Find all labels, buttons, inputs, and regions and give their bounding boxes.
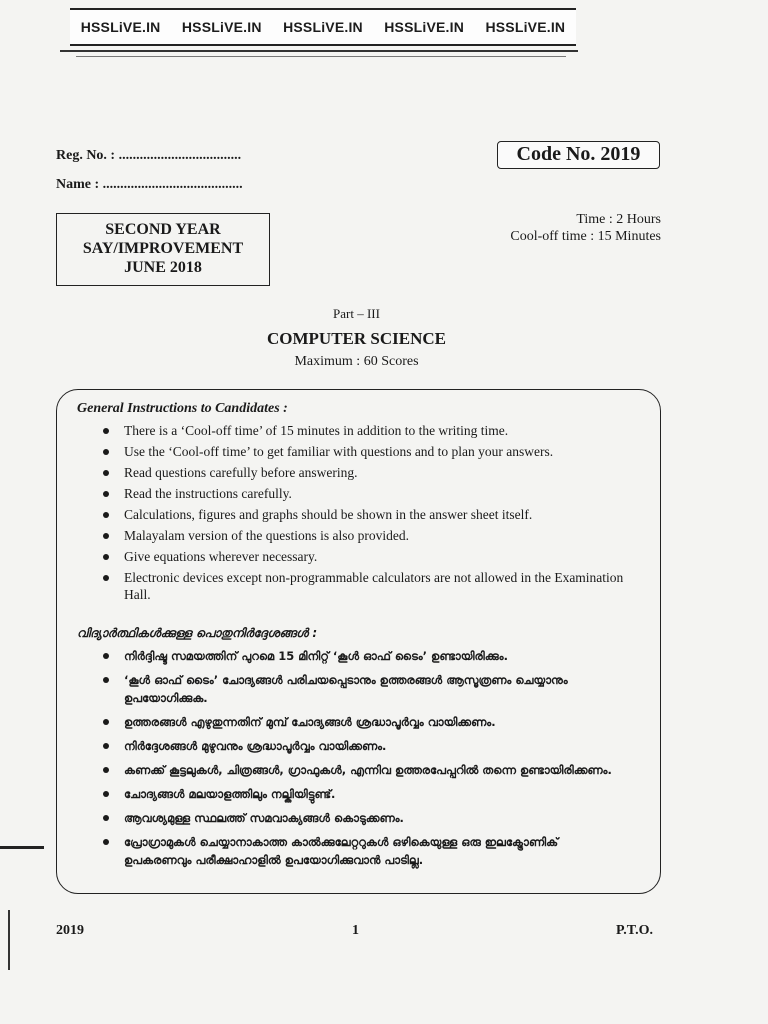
instructions-title: General Instructions to Candidates : [77, 401, 288, 416]
name-field: Name : ........................................ [56, 177, 243, 192]
list-item: ചോദ്യങ്ങൾ മലയാളത്തിലും നല്കിയിട്ടുണ്ട്. [100, 785, 622, 803]
scan-edge-mark [8, 910, 10, 970]
list-item: നിർദ്ദിഷ്ട സമയത്തിന് പുറമെ 15 മിനിറ്റ് ‘കൂൾ ഓഫ് ടൈം’ ഉണ്ടായിരിക്കും. [100, 647, 622, 665]
banner-divider [60, 50, 578, 52]
list-item: Give equations wherever necessary. [100, 548, 630, 565]
banner-divider-thin [76, 56, 566, 57]
paper-subject: COMPUTER SCIENCE [267, 329, 446, 348]
list-item: Malayalam version of the questions is also provided. [100, 527, 630, 544]
list-item: ‘കൂൾ ഓഫ് ടൈം’ ചോദ്യങ്ങൾ പരിചയപ്പെടാനും ഉത്തരങ്ങൾ ആസൂത്രണം ചെയ്യാനും ഉപയോഗിക്കുക. [100, 671, 622, 707]
banner-text: HSSLiVE.IN [181, 19, 262, 35]
list-item: Calculations, figures and graphs should be shown in the answer sheet itself. [100, 506, 630, 523]
exam-year-line: SECOND YEAR [105, 221, 221, 238]
list-item: Use the ‘Cool-off time’ to get familiar with questions and to plan your answers. [100, 443, 630, 460]
exam-title-box [56, 213, 270, 286]
scan-edge-mark [0, 846, 44, 849]
banner-text: HSSLiVE.IN [80, 19, 161, 35]
watermark-banner [70, 8, 576, 46]
time-info [510, 211, 661, 245]
cool-off-time: Cool-off time : 15 Minutes [510, 229, 661, 244]
list-item: ഉത്തരങ്ങൾ എഴുതുന്നതിന് മുമ്പ് ചോദ്യങ്ങൾ ശ്രദ്ധാപൂർവ്വം വായിക്കണം. [100, 713, 622, 731]
footer-code: 2019 [56, 923, 84, 938]
english-instructions-list [100, 422, 630, 607]
list-item: Electronic devices except non-programmable calculators are not allowed in the Examination Hall. [100, 569, 630, 603]
list-item: കണക്ക് കൂട്ടലുകൾ, ചിത്രങ്ങൾ, ഗ്രാഫുകൾ, എന്നിവ ഉത്തരപേപ്പറിൽ തന്നെ ഉണ്ടായിരിക്കണം. [100, 761, 622, 779]
list-item: നിർദ്ദേശങ്ങൾ മുഴുവനും ശ്രദ്ധാപൂർവ്വം വായിക്കണം. [100, 737, 622, 755]
max-score: Maximum : 60 Scores [294, 354, 419, 369]
list-item: Read the instructions carefully. [100, 485, 630, 502]
list-item: ആവശ്യമുള്ള സ്ഥലത്ത് സമവാക്യങ്ങൾ കൊടുക്കണം. [100, 809, 622, 827]
page-number: 1 [352, 923, 359, 938]
reg-no-field: Reg. No. : ................................... [56, 148, 242, 163]
banner-text: HSSLiVE.IN [283, 19, 363, 35]
time-allowed: Time : 2 Hours [576, 212, 661, 227]
list-item: There is a ‘Cool-off time’ of 15 minutes in addition to the writing time. [100, 422, 630, 439]
list-item: പ്രോഗ്രാമുകൾ ചെയ്യാനാകാത്ത കാൽക്കുലേറ്ററുകൾ ഒഴികെയുള്ള ഒരു ഇലക്ട്രോണിക് ഉപകരണവും പരീക്ഷാഹാളിൽ ഉപയോഗിക്കുവാൻ പാടില്ല. [100, 833, 622, 869]
exam-date-line: JUNE 2018 [124, 259, 202, 276]
malayalam-instructions-title: വിദ്യാർത്ഥികൾക്കുള്ള പൊതുനിർദ്ദേശങ്ങൾ : [77, 626, 318, 640]
banner-text: HSSLiVE.IN [384, 19, 465, 35]
code-number-box: Code No. 2019 [497, 141, 660, 169]
malayalam-instructions-list [100, 647, 622, 875]
exam-type-line: SAY/IMPROVEMENT [82, 240, 244, 257]
list-item: Read questions carefully before answering. [100, 464, 630, 481]
paper-part: Part – III [333, 306, 380, 321]
pto-label: P.T.O. [616, 923, 653, 938]
banner-text: HSSLiVE.IN [485, 19, 566, 35]
